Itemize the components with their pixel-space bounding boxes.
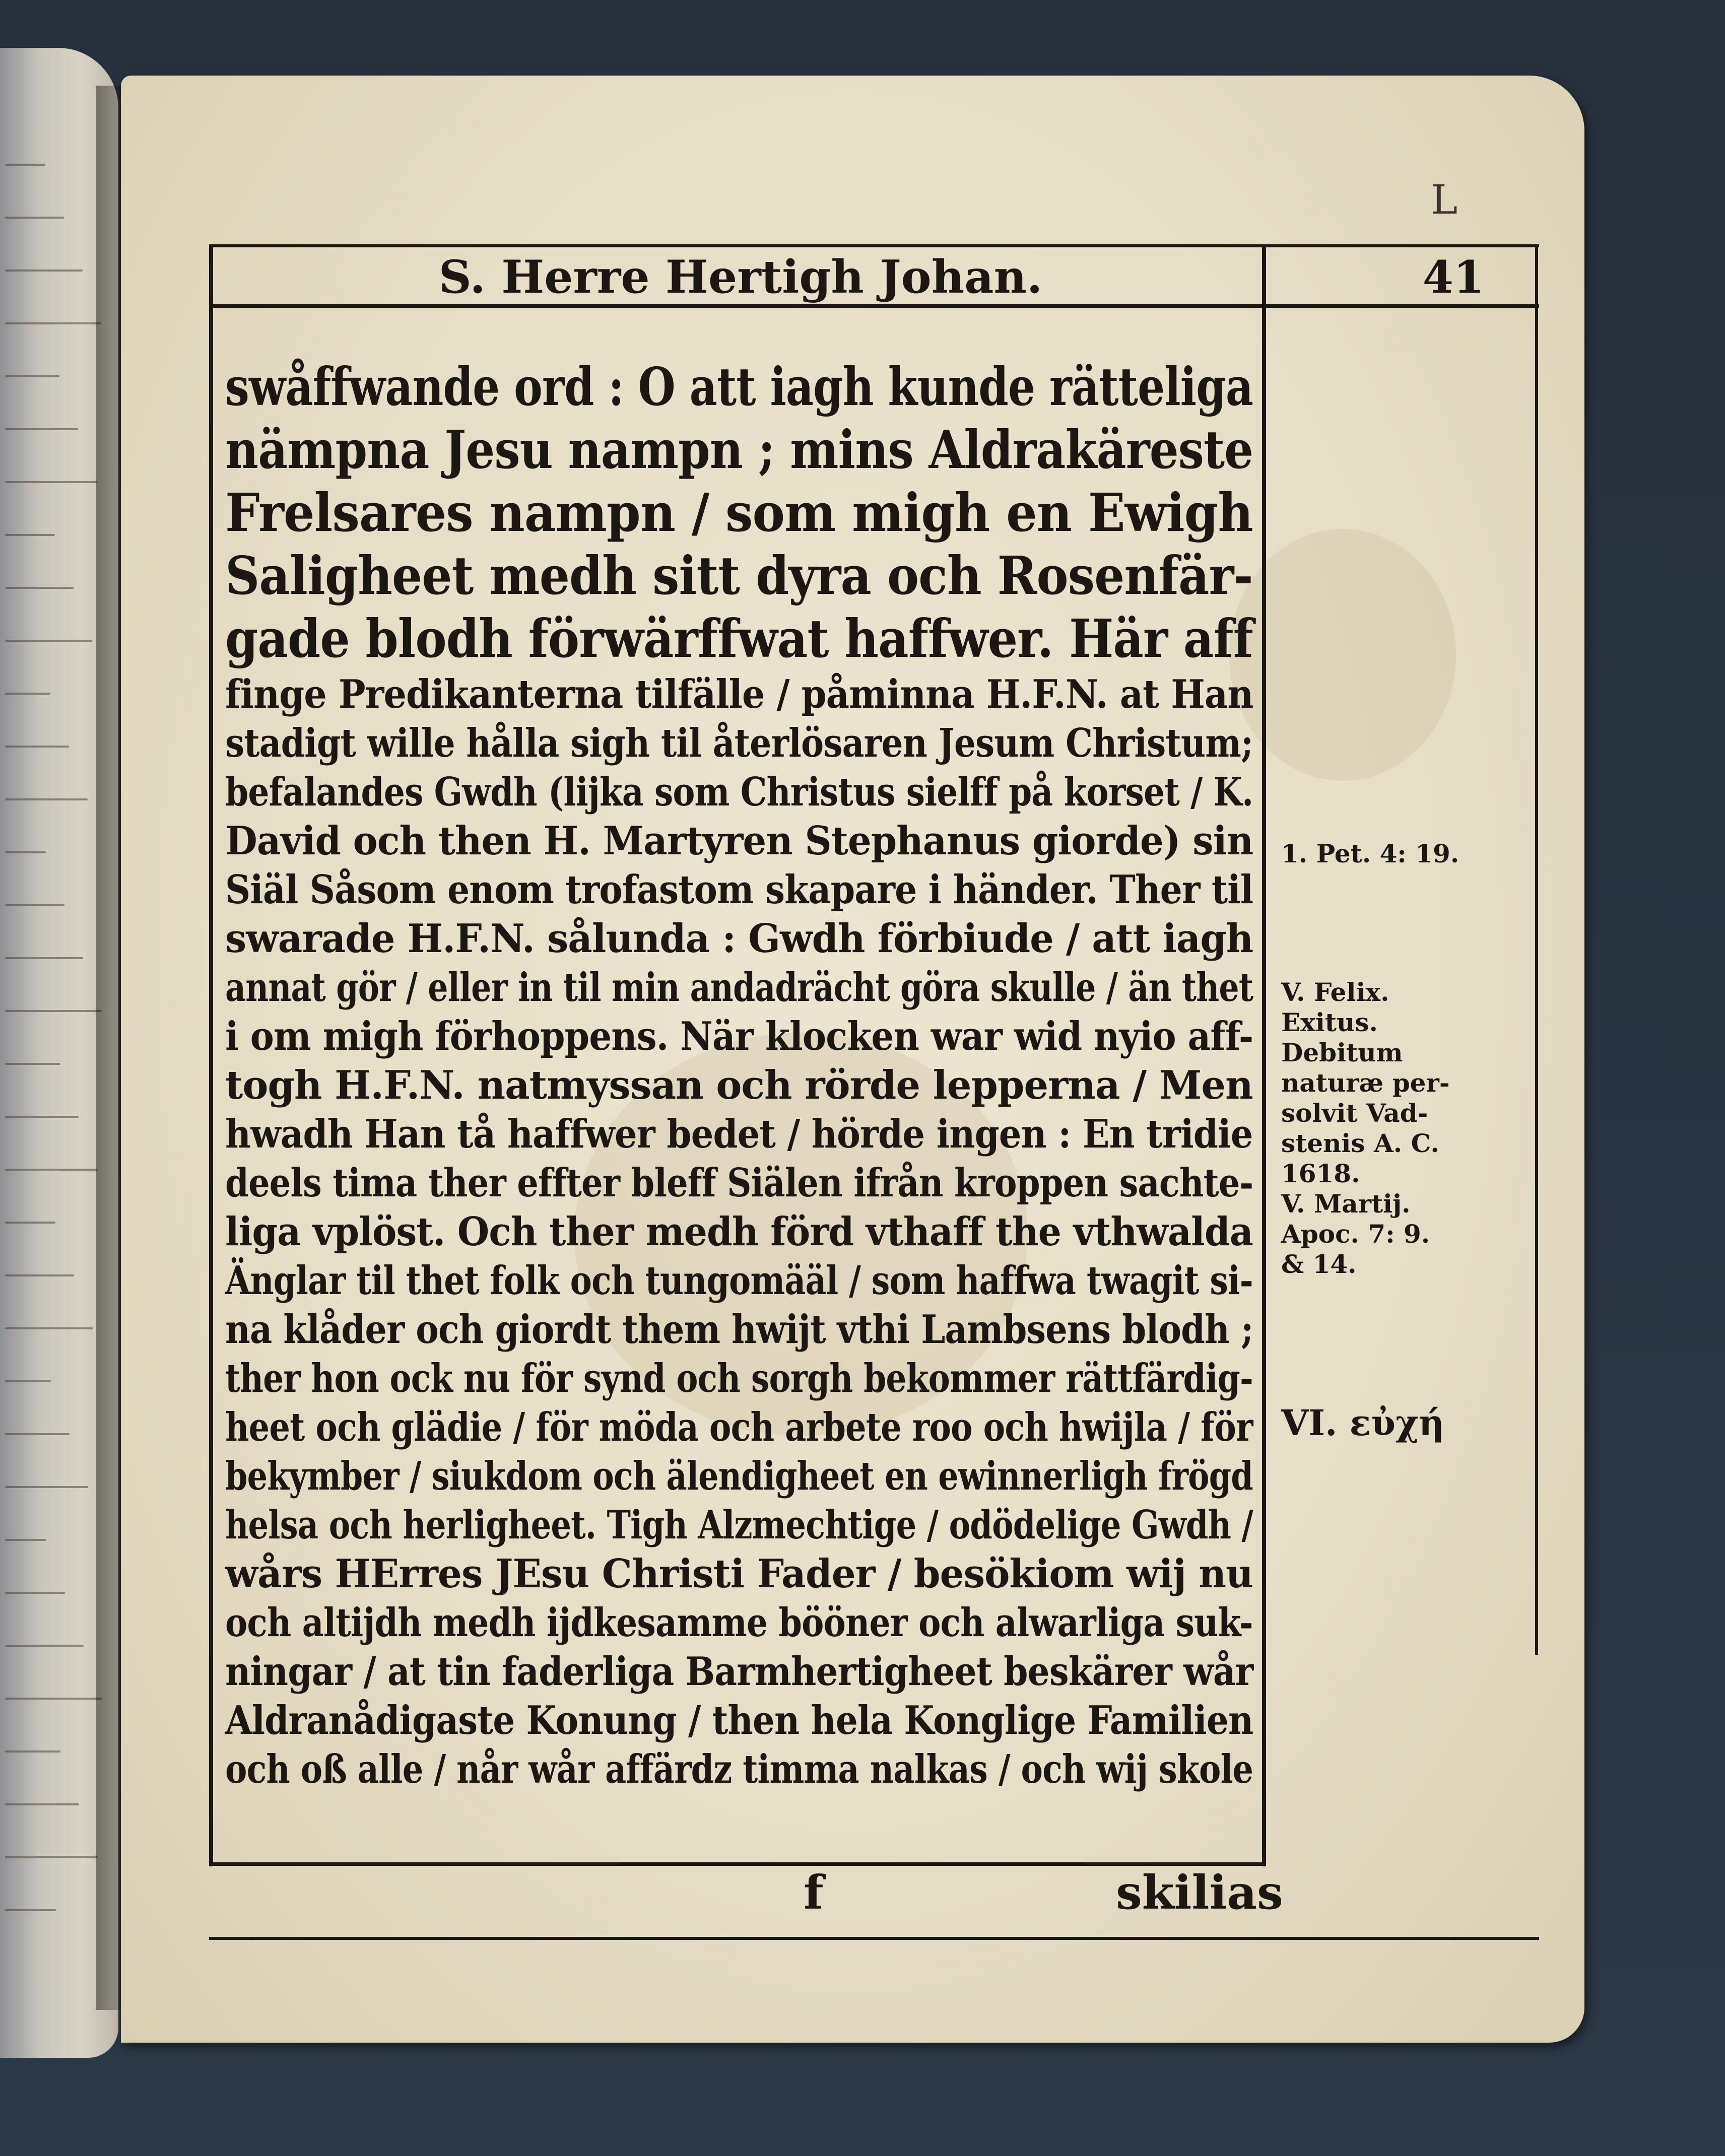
margin-note: Apoc. 7: 9. [1281, 1219, 1430, 1249]
margin-note: naturæ per- [1281, 1068, 1450, 1098]
text-line: ningar / at tin faderliga Barmhertigheet beskärer wår [225, 1649, 1253, 1695]
handwriting-stroke [5, 798, 88, 800]
corner-pencil-mark: L [1431, 176, 1458, 223]
frame-bottom-rule [209, 1862, 1266, 1866]
text-line: och oß alle / når wår affärdz timma nalkas / och wij skole [225, 1746, 1253, 1792]
text-line-large: Saligheet medh sitt dyra och Rosenfär- [225, 545, 1253, 607]
handwriting-stroke [5, 640, 92, 642]
handwriting-stroke [5, 746, 69, 748]
handwriting-stroke [5, 270, 83, 272]
handwriting-stroke [5, 1645, 84, 1647]
catchword: skilias [1116, 1865, 1283, 1920]
running-head: S. Herre Hertigh Johan. [438, 250, 1043, 304]
handwriting-stroke [5, 1380, 51, 1382]
margin-note: VI. εὐχή [1281, 1402, 1444, 1444]
book-page [121, 76, 1584, 2043]
handwriting-stroke [5, 1274, 74, 1276]
text-line-large: nämpna Jesu nampn ; mins Aldrakäreste [225, 419, 1253, 481]
handwriting-stroke [5, 904, 64, 906]
handwriting-stroke [5, 164, 45, 166]
text-line: ther hon ock nu för synd och sorgh bekommer rättfärdig- [225, 1356, 1253, 1401]
text-frame [209, 244, 1539, 1939]
margin-note: 1618. [1281, 1159, 1360, 1188]
handwriting-stroke [5, 1433, 70, 1435]
margin-note: stenis A. C. [1281, 1128, 1439, 1158]
handwriting-stroke [5, 1116, 79, 1118]
frame-inner-right-rule [1262, 244, 1266, 1866]
text-line: Änglar til thet folk och tungomääl / som haffwa twagit si- [225, 1258, 1253, 1304]
text-line-large: gade blodh förwärffwat haffwer. Här aff [225, 608, 1253, 669]
handwriting-stroke [5, 851, 46, 853]
handwriting-stroke [5, 322, 101, 324]
frame-left-rule [209, 244, 213, 1866]
text-line: heet och glädie / för möda och arbete roo och hwijla / för [225, 1404, 1253, 1450]
handwriting-stroke [5, 1169, 97, 1171]
handwriting-stroke [5, 1803, 79, 1805]
text-line: annat gör / eller in til min andadrächt göra skulle / än thet [225, 965, 1253, 1010]
handwriting-stroke [5, 1010, 102, 1012]
handwriting-stroke [5, 217, 64, 219]
handwriting-stroke [5, 1539, 46, 1541]
text-line: togh H.F.N. natmyssan och rörde lepperna / Men [225, 1062, 1253, 1108]
margin-note: & 14. [1281, 1249, 1357, 1279]
text-line: Aldranådigaste Konung / then hela Konglige Familien [225, 1698, 1253, 1743]
main-text-block [225, 355, 1253, 1794]
text-line: stadigt wille hålla sigh til återlösaren Jesum Christum; [225, 720, 1253, 766]
handwriting-stroke [5, 1222, 55, 1224]
handwriting-stroke [5, 693, 50, 695]
handwriting-stroke [5, 1486, 88, 1488]
header-top-rule [209, 244, 1539, 247]
text-line: Siäl Såsom enom trofastom skapare i händer. Ther til [225, 867, 1253, 913]
handwriting-stroke [5, 481, 97, 483]
text-line-large: swåffwande ord : O att iagh kunde rätteliga [225, 356, 1253, 418]
handwriting-stroke [5, 1592, 65, 1594]
handwriting-stroke [5, 428, 78, 430]
margin-note: Exitus. [1281, 1007, 1378, 1037]
text-line: bekymber / siukdom och älendigheet en ewinnerligh frögd [225, 1453, 1253, 1499]
handwriting-stroke [5, 957, 83, 959]
text-line: befalandes Gwdh (lijka som Christus sielff på korset / K. [225, 769, 1253, 815]
page-base-rule [209, 1937, 1539, 1940]
text-line: i om migh förhoppens. När klocken war wid nyio aff- [225, 1014, 1253, 1059]
text-line: liga vplöst. Och ther medh förd vthaff the vthwalda [225, 1209, 1253, 1255]
margin-note: 1. Pet. 4: 19. [1281, 839, 1459, 868]
margin-note: V. Martij. [1281, 1189, 1411, 1219]
text-line: finge Predikanterna tilfälle / påminna H.F.N. at Han [225, 671, 1253, 717]
handwriting-stroke [5, 587, 74, 589]
text-line: swarade H.F.N. sålunda : Gwdh förbiude / att iagh [225, 916, 1253, 962]
text-line: deels tima ther effter bleff Siälen ifrån kroppen sachte- [225, 1160, 1253, 1206]
page-number: 41 [1422, 251, 1485, 303]
handwriting-stroke [5, 1698, 102, 1700]
margin-note: solvit Vad- [1281, 1098, 1428, 1128]
text-line: hwadh Han tå haffwer bedet / hörde ingen : En tridie [225, 1111, 1253, 1157]
handwriting-stroke [5, 1856, 98, 1858]
text-line: David och then H. Martyren Stephanus giorde) sin [225, 818, 1253, 864]
handwriting-stroke [5, 375, 59, 377]
handwriting-stroke [5, 1750, 60, 1753]
margin-note: Debitum [1281, 1038, 1403, 1067]
text-line: na klåder och giordt them hwijt vthi Lambsens blodh ; [225, 1307, 1253, 1353]
handwriting-stroke [5, 1063, 60, 1065]
text-line: och altijdh medh ijdkesamme bööner och alwarliga suk- [225, 1600, 1253, 1646]
text-line: wårs HErres JEsu Christi Fader / besökiom wij nu [225, 1551, 1253, 1597]
handwriting-stroke [5, 1909, 56, 1911]
margin-right-rule [1535, 244, 1538, 1655]
handwriting-stroke [5, 1327, 93, 1329]
signature-mark: f [804, 1865, 824, 1920]
handwriting-stroke [5, 534, 55, 536]
margin-note: V. Felix. [1281, 977, 1389, 1007]
text-line: helsa och herligheet. Tigh Alzmechtige / odödelige Gwdh / [225, 1502, 1253, 1548]
text-line-large: Frelsares nampn / som migh en Ewigh [225, 482, 1253, 544]
